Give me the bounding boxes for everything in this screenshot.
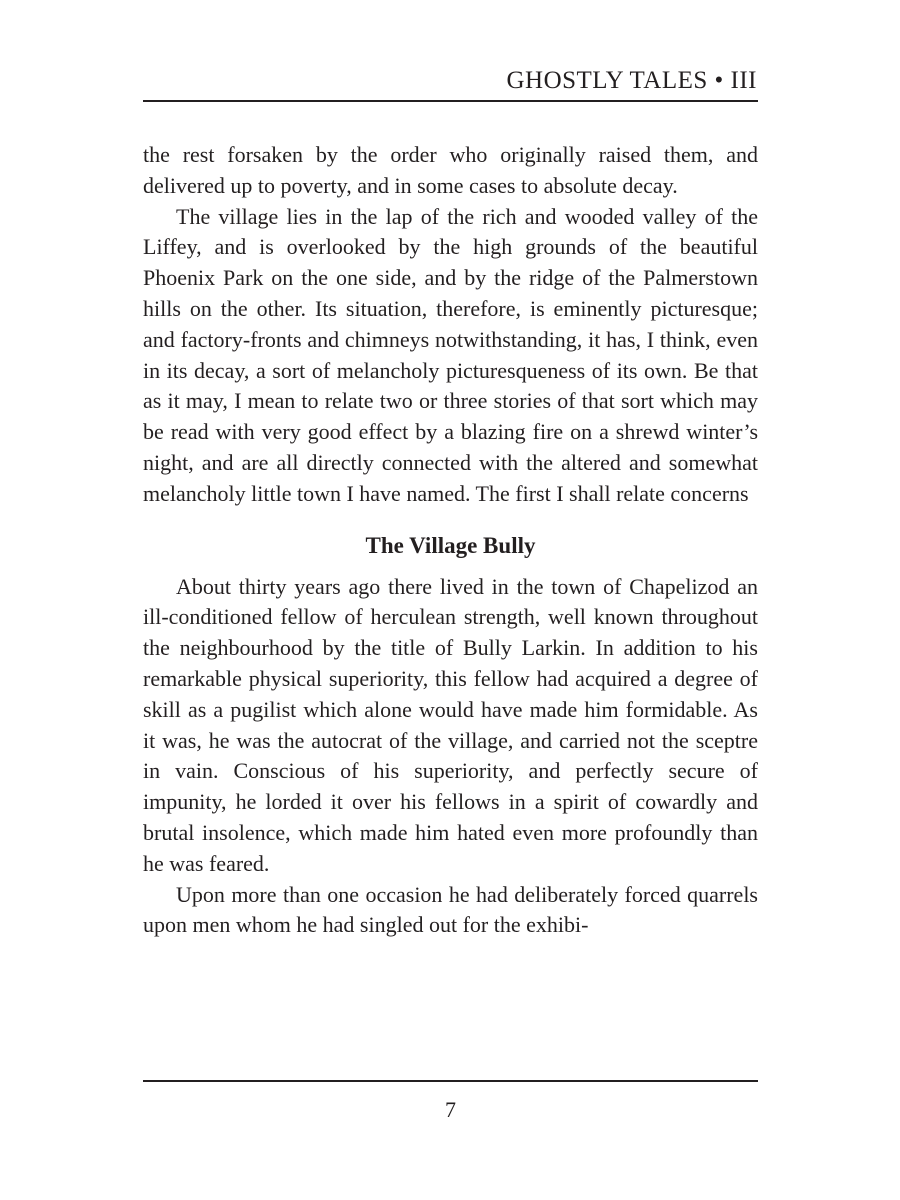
page-number: 7 (445, 1097, 456, 1122)
paragraph-quarrels: Upon more than one occasion he had deliberately forced quarrels upon men whom he had singled out for the exhibi- (143, 881, 758, 938)
paragraph-bully-intro: About thirty years ago there lived in the town of Chapelizod an ill-conditioned fellow of herculean strength, well known throughout the neighbourhood by the title of Bully Larkin. In addition to his remarkable physical superiority, this fellow had acquired a degree of skill as a pugilist which alone would have made him formidable. As it was, he was the autocrat of the village, and carried not the sceptre in vain. Conscious of his superiority, and perfectly secure of impunity, he lorded it over his fellows in a spirit of cowardly and brutal insolence, which made him hated even more profoundly than he was feared. (143, 573, 758, 876)
footer-rule (143, 1080, 758, 1082)
paragraph-village-description: The village lies in the lap of the rich and wooded valley of the Liffey, and is overlooked by the high grounds of the beautiful Phoenix Park on the one side, and by the ridge of the Palmerstown hills on the other. Its situation, therefore, is eminently picturesque; and factory-fronts and chimneys notwithstanding, it has, I think, even in its decay, a sort of melancholy picturesqueness of its own. Be that as it may, I mean to relate two or three stories of that sort which may be read with very good effect by a blazing fire on a shrewd winter’s night, and are all directly connected with the altered and somewhat melancholy little town I have named. The first I shall relate concerns (143, 203, 758, 506)
header-rule (143, 100, 758, 102)
section-heading: The Village Bully (365, 532, 536, 558)
page-body (143, 140, 758, 941)
paragraph-continued: the rest forsaken by the order who originally raised them, and delivered up to poverty, and in some cases to absolute decay. (143, 142, 758, 198)
running-head: GHOSTLY TALES • III (506, 67, 757, 94)
